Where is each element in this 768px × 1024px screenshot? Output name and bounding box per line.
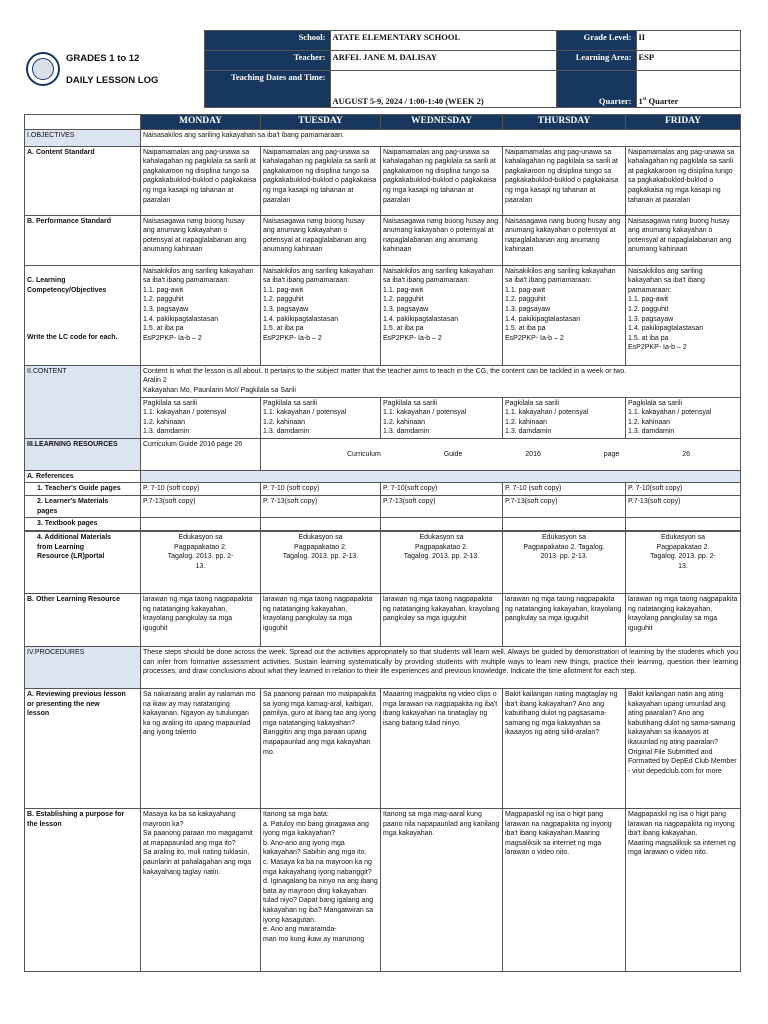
competency-tue: Naisakikilos ang sariling kakayahan sa iba't ibang pamamaraan: 1.1. pag-awit 1.2. pagguhit 1.3. pagsayaw 1.4. pakikipagtalastasan 1.5. at iba pa EsP2PKP- Ia-b – 2 bbox=[261, 265, 381, 365]
competency-wed: Naisakikilos ang sariling kakayahan sa iba't ibang pamamaraan: 1.1. pag-awit 1.2. pagguhit 1.3. pagsayaw 1.4. pakikipagtalastasan 1.5. at iba pa EsP2PKP- Ia-b – 2 bbox=[381, 265, 503, 365]
review-fri: Bakit kailangan natin ang ating kakayahan upang umunlad ang ating paaralan? Ano ang kabutihang dulot ng sama-samang kakayahan sa ikaaayos at ikauunlad ng ating paaralan? Original File Submitted and Formatted by DepEd Club Member - visit depedclub.com for more bbox=[626, 689, 741, 809]
lm-wed: P.7-13(soft copy) bbox=[381, 495, 503, 517]
purpose-mon: Masaya ka ba sa kakayahang mayroon ka? Sa paanong paraan mo magagamit at mapapaunlad ang mga ito? Sa araling ito, muli nating tuklasin, paunlarin at pahalagahan ang mga kakayahang taglay natin. bbox=[141, 809, 261, 972]
teacher-value: ARFEL JANE M. DALISAY bbox=[330, 51, 556, 71]
tg-fri: P. 7-10(soft copy) bbox=[626, 483, 741, 496]
tg-thu: P. 7-10 (soft copy) bbox=[503, 483, 626, 496]
other-resource-label: B. Other Learning Resource bbox=[25, 594, 141, 647]
resources-guide bbox=[261, 438, 741, 470]
content-standard-tue: Naipamamalas ang pag-unawa sa kahalagahan ng pagkilala sa sarili at pagkakaroon ng disiplina tungo sa pagkakabuklod-buklod o pagkakaisa ng mga kasapi ng tahanan at paaralan bbox=[261, 146, 381, 215]
other-resource-mon: larawan ng mga taong nagpapakita ng natatanging kakayahan, krayolang pangkulay sa mga iguguhit bbox=[141, 594, 261, 647]
performance-standard-mon: Naisasagawa nang buong husay ang anumang kakayahan o potensyal at napaglalabanan ang anumang kahinaan bbox=[141, 215, 261, 265]
textbook-fri bbox=[626, 518, 741, 531]
additional-fri: Edukasyon sa Pagpapakatao 2. Tagalog. 2013. pp. 2- 13. bbox=[626, 532, 741, 594]
performance-standard-tue: Naisasagawa nang buong husay ang anumang kakayahan o potensyal at napaglalabanan ang anumang kahinaan bbox=[261, 215, 381, 265]
procedures-row bbox=[25, 647, 741, 689]
competency-fri: Naisakikilos ang sariling kakayahan sa iba't ibang pamamaraan: 1.1. pag-awit 1.2. pagguhit 1.3. pagsayaw 1.4. pakikipagtalastasan 1.5. at iba pa EsP2PKP- Ia-b – 2 bbox=[626, 265, 741, 365]
content-standard-thu: Naipamamalas ang pag-unawa sa kahalagahan ng pagkilala sa sarili at pagkakaroon ng disiplina tungo sa pagkakabuklod-buklod o pagkakaisa ng mga kasapi ng tahanan at paaralan bbox=[503, 146, 626, 215]
quarter-word: Quarter bbox=[646, 96, 679, 106]
resources-row bbox=[25, 438, 741, 470]
guide-word-5: 26 bbox=[682, 450, 690, 458]
other-resource-thu: larawan ng mga taong nagpapakita ng natatanging kakayahan, krayolang pangkulay sa mga iguguhit bbox=[503, 594, 626, 647]
dates-value: AUGUST 5-9, 2024 / 1:00-1:40 (WEEK 2) bbox=[330, 71, 556, 108]
review-row bbox=[25, 689, 741, 809]
purpose-row bbox=[25, 809, 741, 972]
purpose-fri: Magpapaskil ng isa o higit pang larawan na nagpapakita ng inyong iba't ibang kakayahan. Maaring magsaliksik sa internet ng mga larawan o video nito. bbox=[626, 809, 741, 972]
tg-tue: P. 7-10 (soft copy) bbox=[261, 483, 381, 496]
textbook-mon bbox=[141, 518, 261, 531]
teacher-label: Teacher: bbox=[204, 51, 330, 71]
content-standard-wed: Naipamamalas ang pag-unawa sa kahalagahan ng pagkilala sa sarili at pagkakaroon ng disiplina tungo sa pagkakabuklod-buklod o pagkakaisa ng mga kasapi ng tahanan at paaralan bbox=[381, 146, 503, 215]
competency-row bbox=[25, 265, 741, 365]
lm-row bbox=[25, 495, 741, 517]
lm-label: 2. Learner's Materials pages bbox=[25, 495, 141, 517]
performance-standard-label: B. Performance Standard bbox=[25, 215, 141, 265]
lesson-table-page-2 bbox=[24, 531, 741, 972]
quarter-label: Quarter: bbox=[556, 71, 636, 108]
procedures-intro: These steps should be done across the week. Spread out the activities appropriately so that students will learn well. Always be guided by demonstration of learning by the students which you can infer from formative assessment activities. Sustain learning systematically by providing students with multiple ways to learn new things, practice their learning, question their learning processes, and draw conclusions about what they learned in relation to their life experiences and previous knowledge. Indicate the time allotment for each step. bbox=[141, 647, 741, 689]
title-line-1: GRADES 1 to 12 bbox=[66, 52, 140, 64]
title-line-2: DAILY LESSON LOG bbox=[66, 74, 159, 86]
other-resource-fri: larawan ng mga taong nagpapakita ng natatanging kakayahan, krayolang pangkulay sa mga iguguhit bbox=[626, 594, 741, 647]
guide-word-1: Curriculum bbox=[347, 450, 381, 458]
textbook-wed bbox=[381, 518, 503, 531]
lm-fri: P.7-13(soft copy) bbox=[626, 495, 741, 517]
grade-value: II bbox=[636, 31, 740, 51]
textbook-label: 3. Textbook pages bbox=[25, 518, 141, 531]
guide-word-2: Guide bbox=[443, 450, 463, 458]
content-standard-mon: Naipamamalas ang pag-unawa sa kahalagahan ng pagkilala sa sarili at pagkakaroon ng disiplina tungo sa pagkakabuklod-buklod o pagkakaisa ng mga kasapi ng tahanan at paaralan bbox=[141, 146, 261, 215]
procedures-label: IV.PROCEDURES bbox=[25, 647, 141, 689]
other-resource-wed: larawan ng mga taong nagpapakita ng natatanging kakayahan, krayolang pangkulay sa mga iguguhit bbox=[381, 594, 503, 647]
content-tue: Pagkilala sa sarili 1.1. kakayahan / potensyal 1.2. kahinaan 1.3. damdamin bbox=[261, 397, 381, 438]
day-tuesday: TUESDAY bbox=[261, 115, 381, 130]
content-intro-row bbox=[25, 365, 741, 397]
header-table bbox=[24, 30, 741, 108]
area-label: Learning Area: bbox=[556, 51, 636, 71]
lesson-table-page-1 bbox=[24, 114, 741, 531]
dates-label: Teaching Dates and Time: bbox=[204, 71, 330, 108]
content-intro: Content is what the lesson is all about. It pertains to the subject matter that the teacher aims to teach in the CG, the content can be tackled in a week or two. Aralin 2 Kakayahan Mo, Paunlarin Mo!/ Pagkilala sa Sarili bbox=[141, 365, 741, 397]
additional-wed: Edukasyon sa Pagpapakatao 2. Tagalog. 2013. pp. 2-13. bbox=[381, 532, 503, 594]
quarter-value bbox=[636, 71, 740, 108]
quarter-suffix: st bbox=[642, 97, 647, 103]
school-value: ATATE ELEMENTARY SCHOOL bbox=[330, 31, 556, 51]
competency-thu: Naisakikilos ang sariling kakayahan sa iba't ibang pamamaraan: 1.1. pag-awit 1.2. pagguhit 1.3. pagsayaw 1.4. pakikipagtalastasan 1.5. at iba pa EsP2PKP- Ia-b – 2 bbox=[503, 265, 626, 365]
textbook-thu bbox=[503, 518, 626, 531]
resources-mon: Curriculum Guide 2016 page 26 bbox=[141, 438, 261, 470]
page-two bbox=[24, 531, 740, 972]
content-fri: Pagkilala sa sarili 1.1. kakayahan / potensyal 1.2. kahinaan 1.3. damdamin bbox=[626, 397, 741, 438]
content-thu: Pagkilala sa sarili 1.1. kakayahan / potensyal 1.2. kahinaan 1.3. damdamin bbox=[503, 397, 626, 438]
additional-tue: Edukasyon sa Pagpapakatao 2. Tagalog. 2013. pp. 2-13. bbox=[261, 532, 381, 594]
competency-label: C. Learning Competency/Objectives bbox=[27, 277, 107, 294]
day-friday: FRIDAY bbox=[626, 115, 741, 130]
review-wed: Maaaring magpakita ng video clips o mga larawan na nagpapakita ng iba't ibang kakayahan na tinataglay ng isang batang tulad ninyo. bbox=[381, 689, 503, 809]
day-header-row bbox=[25, 115, 741, 130]
lm-mon: P.7-13(soft copy) bbox=[141, 495, 261, 517]
references-label: A. References bbox=[25, 470, 141, 483]
page-one bbox=[24, 30, 740, 531]
lm-thu: P.7-13(soft copy) bbox=[503, 495, 626, 517]
performance-standard-row bbox=[25, 215, 741, 265]
performance-standard-fri: Naisasagawa nang buong husay ang anumang kakayahan o potensyal at napaglalabanan ang anumang kahinaan bbox=[626, 215, 741, 265]
additional-thu: Edukasyon sa Pagpapakatao 2. Tagalog. 2013. pp. 2-13. bbox=[503, 532, 626, 594]
additional-label: 4. Additional Materials from Learning Resource (LR)portal bbox=[25, 532, 141, 594]
other-resource-tue: larawan ng mga taong nagpapakita ng natatanging kakayahan, krayolang pangkulay sa mga iguguhit bbox=[261, 594, 381, 647]
tg-mon: P. 7-10 (soft copy) bbox=[141, 483, 261, 496]
tg-label: 1. Teacher's Guide pages bbox=[25, 483, 141, 496]
day-wednesday: WEDNESDAY bbox=[381, 115, 503, 130]
area-value: ESP bbox=[636, 51, 740, 71]
school-label: School: bbox=[204, 31, 330, 51]
objectives-label: I.OBJECTIVES bbox=[25, 129, 141, 146]
content-mon: Pagkilala sa sarili 1.1. kakayahan / potensyal 1.2. kahinaan 1.3. damdamin bbox=[141, 397, 261, 438]
review-label: A. Reviewing previous lesson or presenting the new lesson bbox=[25, 689, 141, 809]
day-header-blank bbox=[25, 115, 141, 130]
objectives-text: Naisasakilos ang sariling kakayahan sa iba't ibang pamamaraan. bbox=[141, 129, 741, 146]
performance-standard-wed: Naisasagawa nang buong husay ang anumang kakayahan o potensyal at napaglalabanan ang anumang kahinaan bbox=[381, 215, 503, 265]
competency-mon: Naisakikilos ang sariling kakayahan sa iba't ibang pamamaraan: 1.1. pag-awit 1.2. pagguhit 1.3. pagsayaw 1.4. pakikipagtalastasan 1.5. at iba pa EsP2PKP- Ia-b – 2 bbox=[141, 265, 261, 365]
tg-wed: P. 7-10(soft copy) bbox=[381, 483, 503, 496]
performance-standard-thu: Naisasagawa nang buong husay ang anumang kakayahan o potensyal at napaglalabanan ang anumang kahinaan bbox=[503, 215, 626, 265]
objectives-row bbox=[25, 129, 741, 146]
competency-label-cell bbox=[25, 265, 141, 365]
guide-word-3: 2016 bbox=[525, 450, 541, 458]
guide-word-4: page bbox=[603, 450, 620, 458]
purpose-tue: Itanong sa mga bata: a. Patuloy mo bang ginagawa ang iyong mga kakayahan? b. Ano-ano ang iyong mga kakayahan? Sabihin ang mga ito. c. Masaya ka ba na mayroon ka ng mga kakayahang iyong nabanggit? d. Iginagalang ba ninyo na ang ibang bata ay mayroon ding kakayahan tulad niyo? Dapat bang igalang ang kakayahan ng iba? Mangatwiran sa iyong kasagutan. e. Ano ang mararamda- man mo kung ikaw ay marunong bbox=[261, 809, 381, 972]
purpose-label: B. Establishing a purpose for the lesson bbox=[25, 809, 141, 972]
additional-mon: Edukasyon sa Pagpapakatao 2. Tagalog. 2013. pp. 2- 13. bbox=[141, 532, 261, 594]
header-brand bbox=[24, 31, 204, 108]
content-label: II.CONTENT bbox=[25, 365, 141, 438]
content-wed: Pagkilala sa sarili 1.1. kakayahan / potensyal 1.2. kahinaan 1.3. damdamin bbox=[381, 397, 503, 438]
day-thursday: THURSDAY bbox=[503, 115, 626, 130]
purpose-thu: Magpapaskil ng isa o higit pang larawan na nagpapakita ng inyong iba't ibang kakayahan.Maaring magsaliksik sa internet ng mga larawan o video nito. bbox=[503, 809, 626, 972]
content-standard-label: A. Content Standard bbox=[25, 146, 141, 215]
textbook-row bbox=[25, 518, 741, 531]
textbook-tue bbox=[261, 518, 381, 531]
review-mon: Sa nakaraang aralin ay nalaman mo na ikaw ay may natatanging kakayanan. Ngayon ay tutulungan ka ng araling ito upang mapaunlad ang iyong talento bbox=[141, 689, 261, 809]
lm-tue: P. 7-13(soft copy) bbox=[261, 495, 381, 517]
references-row bbox=[25, 470, 741, 483]
review-thu: Bakit kailangan nating magtaglay ng iba't ibang kakayahan? Ano ang kabutihang dulot ng pagsasama-samang ng mga kakayahan sa ikaaayos ng ating silid-aralan? bbox=[503, 689, 626, 809]
purpose-wed: Itanong sa mga mag-aaral kung paano nila napapaunlad ang kanilang mga kakayahan. bbox=[381, 809, 503, 972]
other-resource-row bbox=[25, 594, 741, 647]
day-monday: MONDAY bbox=[141, 115, 261, 130]
references-fill bbox=[141, 470, 741, 483]
additional-materials-row bbox=[25, 532, 741, 594]
lc-code-note: Write the LC code for each. bbox=[27, 333, 118, 341]
review-tue: Sa paanong paraan mo maipapakita sa iyong mga kamag-aral, kaibigan, pamilya, guro at ibang tao ang iyong mga natatanging kakayahan? Banggitin ang mga paraan upang mapapaunlad ang mga kakayahan mo. bbox=[261, 689, 381, 809]
deped-seal-icon bbox=[26, 52, 60, 86]
content-standard-fri: Naipamamalas ang pag-unawa sa kahalagahan ng pagkilala sa sarili at pagkakaroon ng disiplina tungo sa pagkakabuklod-buklod o pagkakaisa ng mga kasapi ng tahanan at paaralan bbox=[626, 146, 741, 215]
quarter-number: 1 bbox=[638, 96, 643, 106]
content-standard-row bbox=[25, 146, 741, 215]
grade-label: Grade Level: bbox=[556, 31, 636, 51]
resources-label: III.LEARNING RESOURCES bbox=[25, 438, 141, 470]
tg-row bbox=[25, 483, 741, 496]
